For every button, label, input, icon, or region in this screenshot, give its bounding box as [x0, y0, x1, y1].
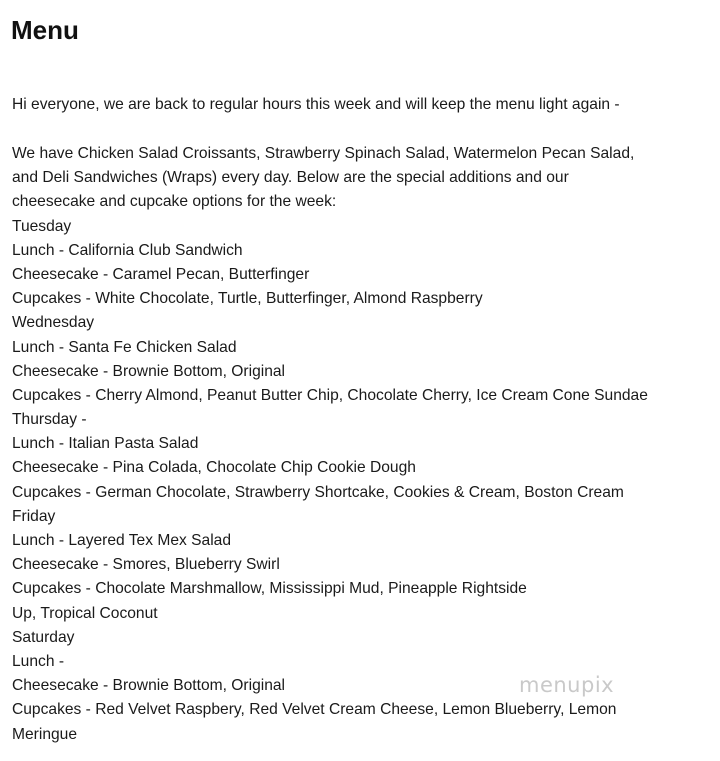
menu-line-wednesday-cupcakes: Cupcakes - Cherry Almond, Peanut Butter Chip, Chocolate Cherry, Ice Cream Cone Sundae	[12, 386, 648, 404]
page-title: Menu	[11, 15, 79, 45]
menupix-watermark: menupix	[519, 673, 615, 697]
menu-line-friday-cheesecake: Cheesecake - Smores, Blueberry Swirl	[12, 556, 280, 574]
menu-line-wednesday-cheesecake: Cheesecake - Brownie Bottom, Original	[12, 362, 286, 380]
menu-line-thursday-cupcakes: Cupcakes - German Chocolate, Strawberry Shortcake, Cookies & Cream, Boston Cream	[12, 483, 624, 501]
menu-line-saturday-cheesecake: Cheesecake - Brownie Bottom, Original	[12, 677, 286, 695]
menu-line-friday-cupcakes-cont: Up, Tropical Coconut	[12, 604, 158, 622]
menu-line-friday-cupcakes: Cupcakes - Chocolate Marshmallow, Mississippi Mud, Pineapple Rightside	[12, 580, 527, 598]
day-heading-friday: Friday	[12, 507, 56, 525]
day-heading-saturday: Saturday	[12, 628, 75, 646]
menu-line-saturday-cupcakes-cont: Meringue	[12, 725, 78, 743]
day-heading-tuesday: Tuesday	[12, 217, 72, 235]
menu-line-saturday-lunch: Lunch -	[12, 652, 65, 670]
menu-line-daily-3: cheesecake and cupcake options for the week:	[12, 193, 337, 211]
intro-text: Hi everyone, we are back to regular hours this week and will keep the menu light again -	[12, 96, 620, 113]
menu-line-thursday-cheesecake: Cheesecake - Pina Colada, Chocolate Chip Cookie Dough	[12, 459, 416, 477]
top-edge	[0, 0, 720, 4]
menu-line-saturday-cupcakes: Cupcakes - Red Velvet Raspbery, Red Velvet Cream Cheese, Lemon Blueberry, Lemon	[12, 701, 617, 719]
menu-line-tuesday-cupcakes: Cupcakes - White Chocolate, Turtle, Butterfinger, Almond Raspberry	[12, 290, 483, 308]
menu-line-friday-lunch: Lunch - Layered Tex Mex Salad	[12, 532, 232, 549]
day-heading-thursday: Thursday -	[12, 411, 87, 429]
menu-line-tuesday-cheesecake: Cheesecake - Caramel Pecan, Butterfinger	[12, 265, 310, 283]
menu-line-daily-1: We have Chicken Salad Croissants, Strawberry Spinach Salad, Watermelon Pecan Salad,	[12, 145, 635, 162]
menu-body	[12, 142, 717, 747]
menu-line-wednesday-lunch: Lunch - Santa Fe Chicken Salad	[12, 338, 237, 356]
day-heading-wednesday: Wednesday	[12, 314, 95, 332]
menu-line-tuesday-lunch: Lunch - California Club Sandwich	[12, 241, 243, 259]
menu-line-thursday-lunch: Lunch - Italian Pasta Salad	[12, 435, 199, 453]
menu-line-daily-2: and Deli Sandwiches (Wraps) every day. Below are the special additions and our	[12, 169, 569, 187]
